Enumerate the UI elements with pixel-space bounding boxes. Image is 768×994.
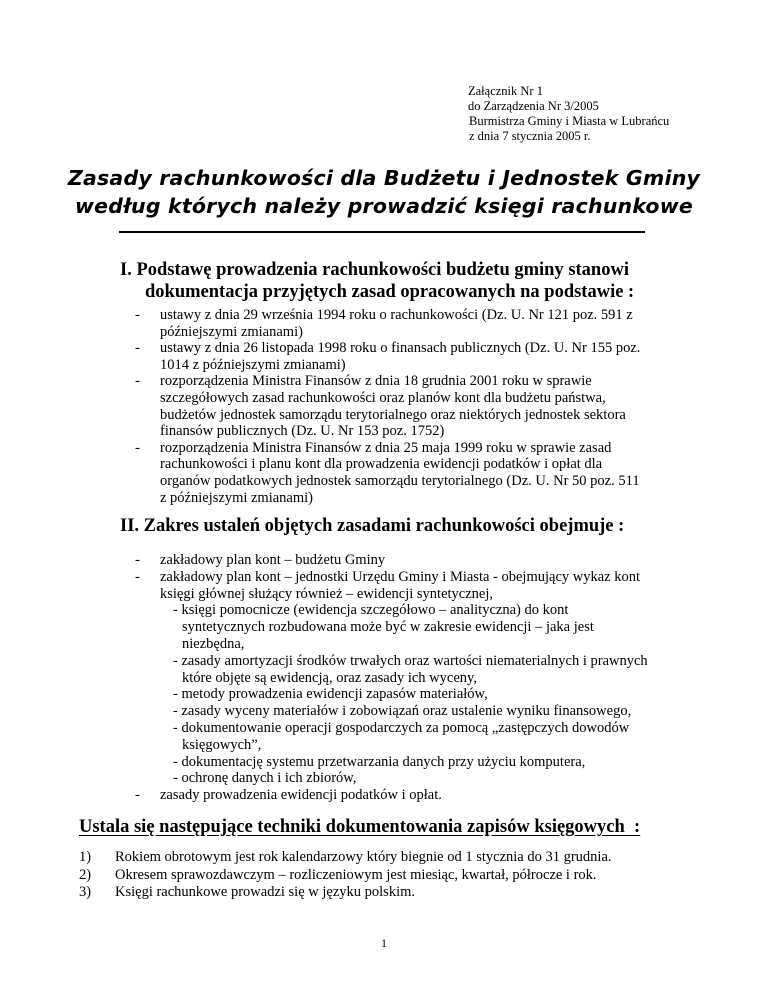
sub-item: [135, 754, 715, 771]
item-line: rozporządzenia Ministra Finansów z dnia 25 maja 1999 roku w sprawie zasad: [160, 439, 612, 456]
item-line: 1014 z późniejszymi zmianami): [160, 356, 346, 373]
sub-item-line: - dokumentację systemu przetwarzania danych przy użyciu komputera,: [173, 753, 586, 770]
item-line: rachunkowości i planu kont dla prowadzenia ewidencji podatków i opłat dla: [160, 456, 603, 473]
list-item: [135, 552, 715, 569]
item-line: z późniejszymi zmianami): [160, 489, 314, 506]
item-number: 3): [79, 884, 92, 901]
sub-item-line: - księgi pomocnicze (ewidencja szczegółowo – analityczna) do kont: [173, 602, 569, 619]
annex-line: do Zarządzenia Nr 3/2005: [468, 99, 599, 113]
item-line: późniejszymi zmianami): [160, 323, 303, 340]
item-text: Księgi rachunkowe prowadzi się w języku polskim.: [115, 884, 415, 901]
numbered-item: [79, 849, 759, 867]
document-title: [0, 164, 768, 220]
numbered-item: [79, 867, 759, 885]
page-number: 1: [381, 936, 387, 950]
sub-item-line: - zasady amortyzacji środków trwałych oraz wartości niematerialnych i prawnych: [173, 652, 648, 669]
sub-item: [135, 720, 715, 754]
list-item: [135, 787, 715, 804]
sub-item-cont: księgowych”,: [182, 736, 262, 753]
section-3-list: [79, 849, 759, 902]
annex-line: z dnia 7 stycznia 2005 r.: [469, 129, 591, 143]
item-line: księgi głównej służący również – ewidencji syntetycznej,: [160, 585, 493, 602]
sub-item: [135, 703, 715, 720]
item-line: szczegółowych zasad rachunkowości oraz planów kont dla budżetu państwa,: [160, 389, 606, 406]
bullet-dash: -: [135, 568, 140, 585]
list-item: [135, 373, 715, 439]
section-1-list: [135, 307, 715, 506]
sub-item-line: - dokumentowanie operacji gospodarczych za pomocą „zastępczych dowodów: [173, 719, 630, 736]
bullet-dash: -: [135, 373, 140, 390]
sub-item-line: - zasady wyceny materiałów i zobowiązań oraz ustalenie wyniku finansowego,: [173, 703, 632, 720]
item-number: 1): [79, 849, 92, 865]
item-line: finansów publicznych (Dz. U. Nr 153 poz. 1752): [160, 423, 445, 440]
sub-item-line: - ochronę danych i ich zbiorów,: [173, 770, 357, 787]
sub-item: [135, 653, 715, 687]
list-item: [135, 569, 715, 603]
item-line: rozporządzenia Ministra Finansów z dnia 18 grudnia 2001 roku w sprawie: [160, 373, 592, 390]
bullet-dash: -: [135, 340, 140, 357]
item-line: zasady prowadzenia ewidencji podatków i opłat.: [160, 787, 442, 804]
sub-item-line: - metody prowadzenia ewidencji zapasów materiałów,: [173, 686, 488, 703]
bullet-dash: -: [135, 787, 140, 804]
sub-item: [135, 770, 715, 787]
bullet-dash: -: [135, 552, 140, 568]
heading-line: II. Zakres ustaleń objętych zasadami rachunkowości obejmuje :: [120, 516, 625, 536]
bullet-dash: -: [135, 439, 140, 456]
section-2-heading: [120, 516, 720, 538]
title-divider: [119, 231, 645, 233]
annex-line: Załącznik Nr 1: [468, 84, 543, 98]
list-item: [135, 307, 715, 340]
item-number: 2): [79, 866, 92, 883]
item-line: budżetów jednostek samorządu terytorialnego oraz niektórych jednostek sektora: [160, 406, 626, 423]
item-line: ustawy z dnia 29 września 1994 roku o rachunkowości (Dz. U. Nr 121 poz. 591 z: [160, 307, 633, 323]
item-line: ustawy z dnia 26 listopada 1998 roku o finansach publicznych (Dz. U. Nr 155 poz.: [160, 340, 641, 357]
annex-header: [468, 84, 668, 144]
item-text: Rokiem obrotowym jest rok kalendarzowy który biegnie od 1 stycznia do 31 grudnia.: [115, 849, 612, 865]
annex-line: Burmistrza Gminy i Miasta w Lubrańcu: [469, 114, 670, 128]
item-line: zakładowy plan kont – jednostki Urzędu Gminy i Miasta - obejmujący wykaz kont: [160, 568, 641, 585]
sub-item: [135, 602, 715, 652]
section-1-heading: [120, 260, 720, 303]
title-line: Zasady rachunkowości dla Budżetu i Jednostek Gminy: [67, 166, 701, 190]
list-item: [135, 340, 715, 373]
item-line: organów podatkowych jednostek samorządu terytorialnego (Dz. U. Nr 50 poz. 511: [160, 472, 640, 489]
sub-item-cont: syntetycznych rozbudowana może być w zakresie ewidencji – jaka jest: [182, 619, 594, 636]
list-item: [135, 440, 715, 506]
sub-item-cont: niezbędna,: [182, 635, 245, 652]
sub-item-cont: które objęte są ewidencją, oraz zasady ich wyceny,: [182, 669, 477, 686]
section-2-list: [135, 552, 715, 804]
heading-line: I. Podstawę prowadzenia rachunkowości budżetu gminy stanowi: [120, 260, 629, 280]
numbered-item: [79, 884, 759, 902]
item-text: Okresem sprawozdawczym – rozliczeniowym jest miesiąc, kwartał, półrocze i rok.: [115, 866, 597, 883]
section-3-heading: Ustala się następujące techniki dokumentowania zapisów księgowych :: [79, 817, 641, 837]
sub-item: [135, 686, 715, 703]
item-line: zakładowy plan kont – budżetu Gminy: [160, 552, 386, 568]
title-line: według których należy prowadzić księgi rachunkowe: [75, 194, 693, 218]
bullet-dash: -: [135, 307, 140, 323]
heading-line: dokumentacja przyjętych zasad opracowanych na podstawie :: [145, 281, 635, 302]
